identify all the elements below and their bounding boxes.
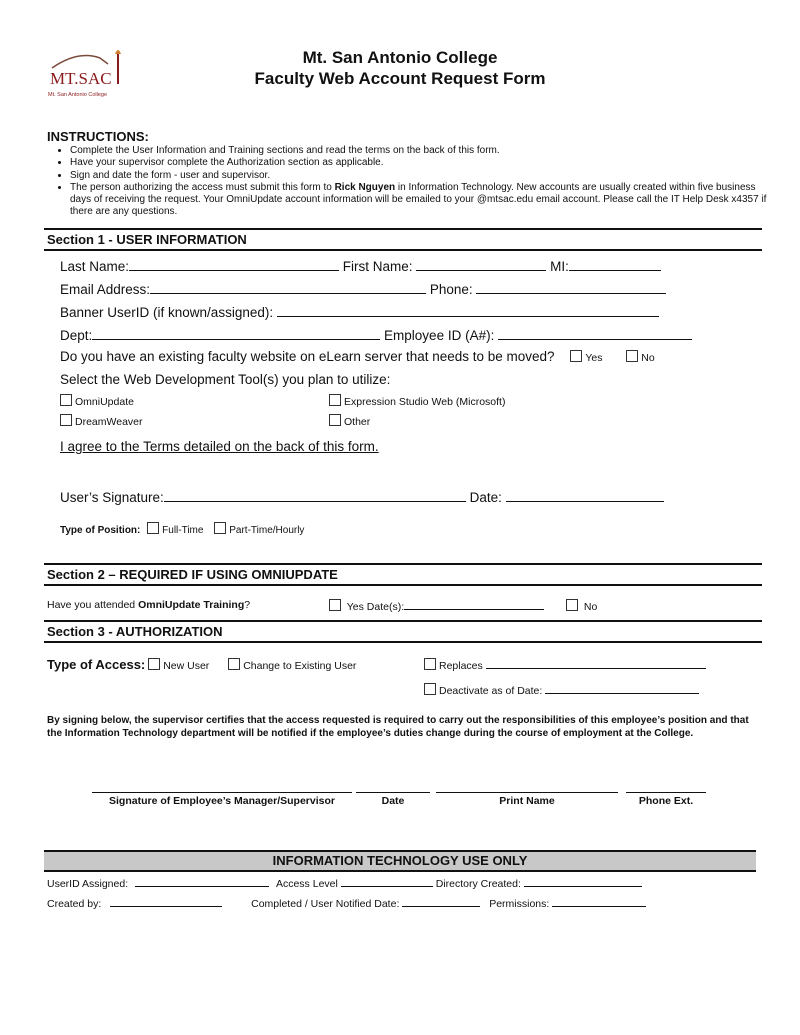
change-existing-checkbox[interactable] <box>228 658 240 670</box>
employee-id-field[interactable] <box>498 327 692 340</box>
svg-text:MT.SAC: MT.SAC <box>50 69 112 86</box>
part-time-checkbox[interactable] <box>214 522 226 534</box>
first-name-field[interactable] <box>416 258 546 271</box>
instructions-list <box>58 145 770 219</box>
access-type-row: Type of Access: New User Change to Existing User <box>47 657 357 672</box>
instruction-item: • The person authorizing the access must submit this form to Rick Nguyen in Information Technology. New accounts are usually created within five business days of receiving the request. Your OmniUpdate account information will be emailed to your @mtsac.edu email account. Please call the IT Help Desk x4357 if there are any questions. <box>70 182 770 219</box>
tool-other[interactable]: Other <box>329 414 370 428</box>
instruction-item: • Sign and date the form - user and supervisor. <box>70 170 770 182</box>
section2-header: Section 2 – REQUIRED IF USING OMNIUPDATE <box>44 563 762 586</box>
completed-date-field[interactable] <box>402 897 480 907</box>
supervisor-certification: By signing below, the supervisor certifies that the access requested is required to carry out the responsibilities of this employee’s position and that the Information Technology department will be notified if the employee’s duties change during the course of employment at the College. <box>47 715 749 739</box>
deactivate-row: Deactivate as of Date: <box>424 683 699 697</box>
mi-field[interactable] <box>569 258 661 271</box>
section3-header: Section 3 - AUTHORIZATION <box>44 620 762 643</box>
name-row: Last Name: First Name: MI: <box>60 258 661 274</box>
tool-omniupdate[interactable]: OmniUpdate <box>60 394 134 408</box>
phone-field[interactable] <box>476 281 666 294</box>
existing-website-row: Do you have an existing faculty website on eLearn server that needs to be moved? Yes No <box>60 349 655 364</box>
deactivate-checkbox[interactable] <box>424 683 436 695</box>
permissions-field[interactable] <box>552 897 646 907</box>
omniupdate-checkbox[interactable] <box>60 394 72 406</box>
training-yes: Yes Date(s): <box>329 599 544 613</box>
created-by-field[interactable] <box>110 897 222 907</box>
replaces-row: Replaces <box>424 658 706 672</box>
supervisor-date-line[interactable]: Date <box>356 792 430 807</box>
replaces-checkbox[interactable] <box>424 658 436 670</box>
new-user-checkbox[interactable] <box>148 658 160 670</box>
it-row-1: UserID Assigned: Access Level Directory Created: <box>47 877 642 890</box>
it-row-2: Created by: Completed / User Notified Date: Permissions: <box>47 897 646 910</box>
dept-field[interactable] <box>92 327 380 340</box>
training-yes-checkbox[interactable] <box>329 599 341 611</box>
other-checkbox[interactable] <box>329 414 341 426</box>
tool-expression[interactable]: Expression Studio Web (Microsoft) <box>329 394 505 408</box>
banner-row: Banner UserID (if known/assigned): <box>60 304 659 320</box>
training-dates-field[interactable] <box>404 600 544 610</box>
directory-created-field[interactable] <box>524 877 642 887</box>
email-field[interactable] <box>150 281 426 294</box>
email-row: Email Address: Phone: <box>60 281 666 297</box>
instructions-heading: INSTRUCTIONS: <box>47 129 149 144</box>
last-name-field[interactable] <box>129 258 339 271</box>
deactivate-date-field[interactable] <box>545 684 699 694</box>
access-level-field[interactable] <box>341 877 433 887</box>
section1-header: Section 1 - USER INFORMATION <box>44 228 762 251</box>
existing-no-checkbox[interactable] <box>626 350 638 362</box>
form-title: Faculty Web Account Request Form <box>254 69 546 88</box>
user-date-field[interactable] <box>506 489 664 502</box>
instruction-item: • Have your supervisor complete the Authorization section as applicable. <box>70 157 770 169</box>
dreamweaver-checkbox[interactable] <box>60 414 72 426</box>
signature-row: User’s Signature: Date: <box>60 489 664 505</box>
print-name-line[interactable]: Print Name <box>436 792 618 807</box>
it-use-only-header: INFORMATION TECHNOLOGY USE ONLY <box>44 850 756 872</box>
expression-checkbox[interactable] <box>329 394 341 406</box>
user-signature-field[interactable] <box>164 489 466 502</box>
banner-userid-field[interactable] <box>277 304 659 317</box>
logo-subtext: Mt. San Antonio College <box>48 92 108 98</box>
agree-terms: I agree to the Terms detailed on the back of this form. <box>60 439 379 454</box>
college-title: Mt. San Antonio College <box>302 48 498 67</box>
userid-assigned-field[interactable] <box>135 877 269 887</box>
select-tools-label: Select the Web Development Tool(s) you plan to utilize: <box>60 372 391 387</box>
training-question: Have you attended OmniUpdate Training? <box>47 599 251 611</box>
replaces-field[interactable] <box>486 659 706 669</box>
dept-row: Dept: Employee ID (A#): <box>60 327 692 343</box>
full-time-checkbox[interactable] <box>147 522 159 534</box>
existing-yes-checkbox[interactable] <box>570 350 582 362</box>
training-no-checkbox[interactable] <box>566 599 578 611</box>
training-no: No <box>566 599 597 613</box>
position-row: Type of Position: Full-Time Part-Time/Hourly <box>60 522 304 536</box>
tool-dreamweaver[interactable]: DreamWeaver <box>60 414 143 428</box>
instruction-item: • Complete the User Information and Training sections and read the terms on the back of this form. <box>70 145 770 157</box>
phone-ext-line[interactable]: Phone Ext. <box>626 792 706 807</box>
supervisor-signature-line[interactable]: Signature of Employee’s Manager/Supervisor <box>92 792 352 807</box>
